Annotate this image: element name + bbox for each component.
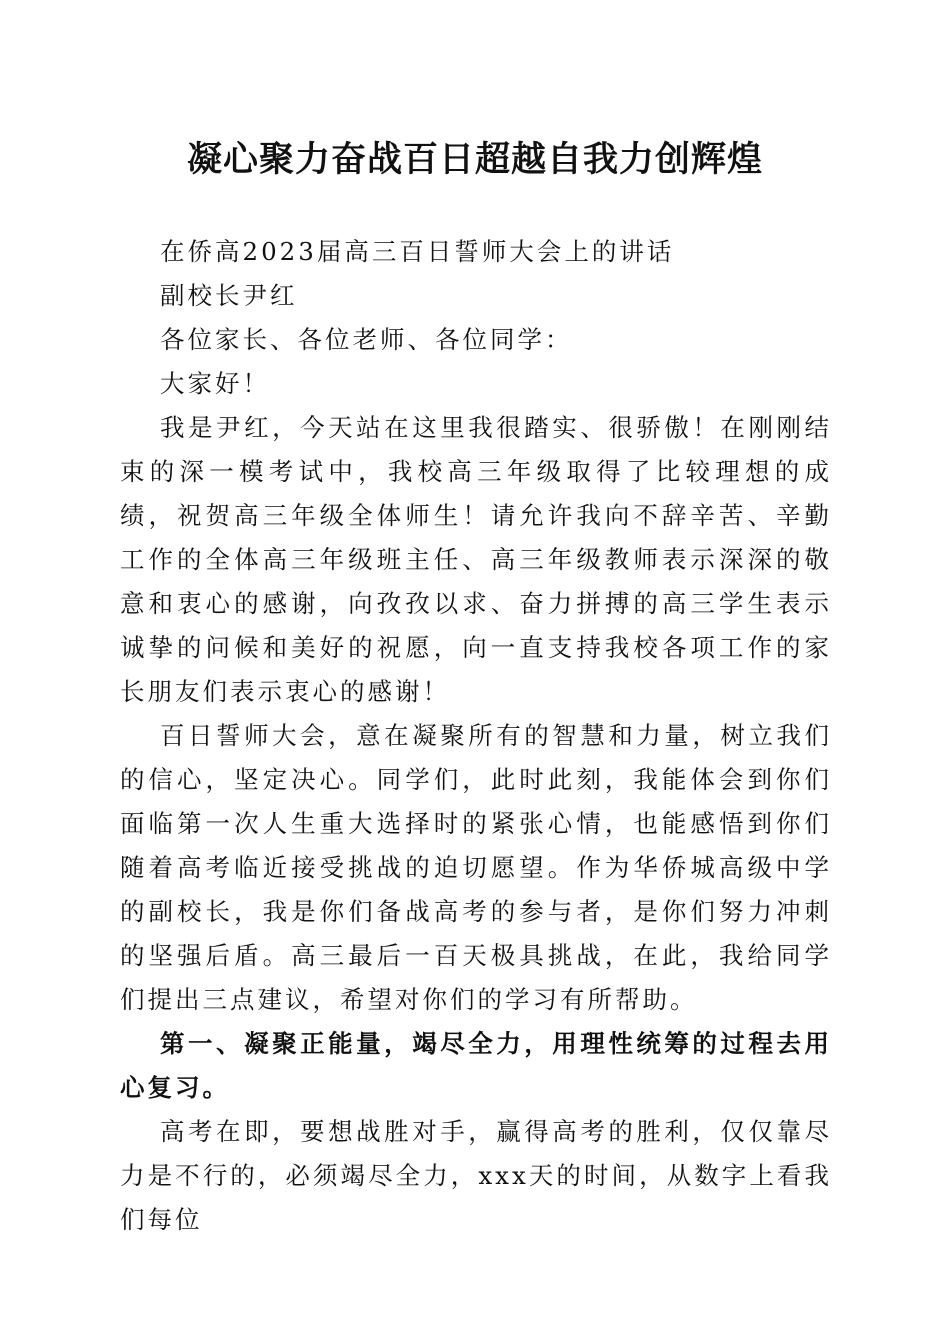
salutation: 各位家长、各位老师、各位同学：	[160, 325, 573, 354]
speech-subtitle: 在侨高2023届高三百日誓师大会上的讲话	[160, 237, 675, 266]
greeting: 大家好！	[160, 369, 270, 398]
document-body	[120, 230, 832, 1242]
paragraph: 我是尹红，今天站在这里我很踏实、很骄傲！在刚刚结束的深一模考试中，我校高三年级取得了比较理想的成绩，祝贺高三年级全体师生！请允许我向不辞辛苦、辛勤工作的全体高三年级班主任、高三年级教师表示深深的敬意和衷心的感谢，向孜孜以求、奋力拼搏的高三学生表示诚挚的问候和美好的祝愿，向一直支持我校各项工作的家长朋友们表示衷心的感谢！	[120, 413, 832, 706]
paragraph: 高考在即，要想战胜对手，赢得高考的胜利，仅仅靠尽力是不行的，必须竭尽全力，xxx天的时间，从数字上看我们每位	[120, 1117, 832, 1234]
speaker-line: 副校长尹红	[160, 281, 298, 310]
section-heading: 第一、凝聚正能量，竭尽全力，用理性统筹的过程去用心复习。	[120, 1029, 832, 1102]
document-title: 凝心聚力奋战百日超越自我力创辉煌	[186, 140, 763, 180]
paragraph: 百日誓师大会，意在凝聚所有的智慧和力量，树立我们的信心，坚定决心。同学们，此时此刻，我能体会到你们面临第一次人生重大选择时的紧张心情，也能感悟到你们随着高考临近接受挑战的迫切愿望。作为华侨城高级中学的副校长，我是你们备战高考的参与者，是你们努力冲刺的坚强后盾。高三最后一百天极具挑战，在此，我给同学们提出三点建议，希望对你们的学习有所帮助。	[120, 721, 832, 1014]
